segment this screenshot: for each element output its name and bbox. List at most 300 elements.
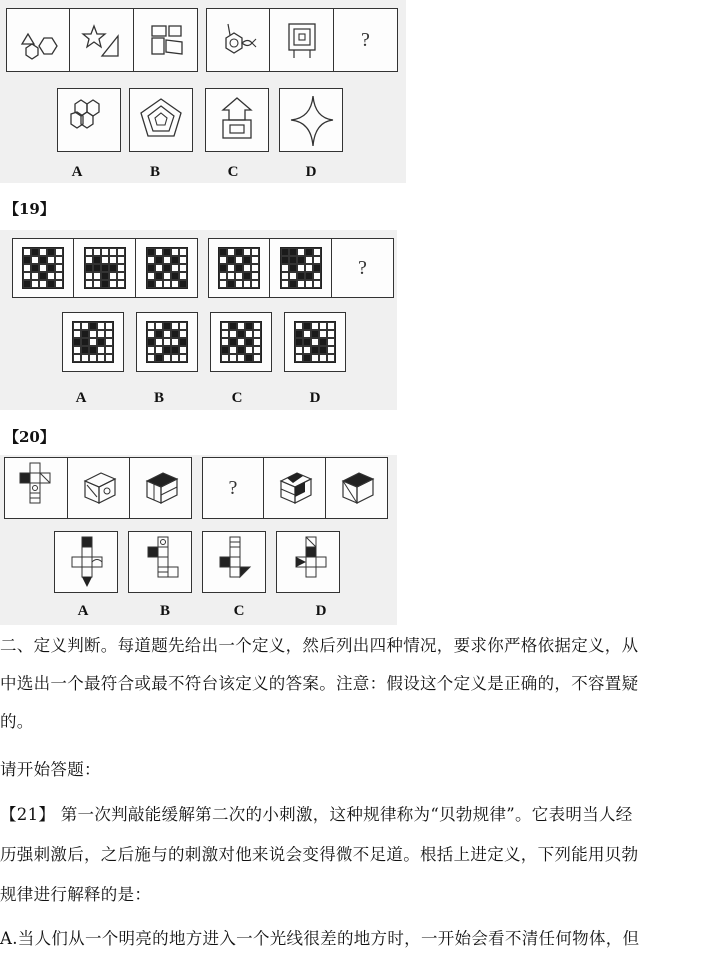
grid-cell: [171, 272, 179, 280]
grid-cell: [93, 280, 101, 288]
grid-cell: [155, 338, 163, 346]
grid-cell: [147, 354, 155, 362]
grid-cell: [313, 256, 321, 264]
grid-cell: [147, 264, 155, 272]
grid-cell: [171, 330, 179, 338]
q20-target-row: [202, 457, 388, 519]
grid-cell: [235, 280, 243, 288]
grid-cell: [311, 322, 319, 330]
grid-cell: [31, 280, 39, 288]
grid-cell: [281, 272, 289, 280]
grid-cell: [81, 338, 89, 346]
grid-cell: [237, 330, 245, 338]
grid-cell: [155, 272, 163, 280]
grid-cell: [109, 256, 117, 264]
grid-cell: [163, 354, 171, 362]
grid-cell: [311, 354, 319, 362]
q18-option-d[interactable]: [279, 88, 343, 152]
q18-sequence-row: [6, 8, 198, 72]
grid-cell: [229, 338, 237, 346]
grid-cell: [105, 354, 113, 362]
q19-grid-1: [22, 247, 64, 289]
grid-cell: [237, 338, 245, 346]
grid-cell: [221, 330, 229, 338]
grid-cell: [219, 248, 227, 256]
grid-cell: [101, 272, 109, 280]
q20-question-cell: [202, 457, 264, 519]
grid-cell: [253, 354, 261, 362]
grid-cell: [85, 264, 93, 272]
grid-cell: [253, 330, 261, 338]
q19-label-c: C: [231, 390, 243, 406]
q18-cell-2: [70, 8, 134, 72]
grid-cell: [297, 264, 305, 272]
grid-cell: [31, 264, 39, 272]
grid-cell: [55, 272, 63, 280]
grid-cell: [163, 264, 171, 272]
grid-cell: [89, 322, 97, 330]
grid-cell: [313, 264, 321, 272]
grid-cell: [281, 264, 289, 272]
grid-cell: [147, 322, 155, 330]
grid-cell: [155, 248, 163, 256]
grid-cell: [117, 256, 125, 264]
grid-cell: [297, 280, 305, 288]
grid-cell: [147, 280, 155, 288]
grid-cell: [253, 346, 261, 354]
grid-cell: [179, 264, 187, 272]
q21-stem-line-3: 规律进行解释的是：: [0, 885, 152, 904]
q19-grid-b: [146, 321, 188, 363]
grid-cell: [23, 280, 31, 288]
q19-option-b[interactable]: [136, 312, 198, 372]
grid-cell: [171, 264, 179, 272]
q19-grid-5: [280, 247, 322, 289]
q20-option-c[interactable]: [202, 531, 266, 593]
grid-cell: [171, 338, 179, 346]
grid-cell: [289, 280, 297, 288]
grid-cell: [101, 264, 109, 272]
grid-cell: [163, 248, 171, 256]
grid-cell: [227, 272, 235, 280]
grid-cell: [163, 346, 171, 354]
grid-cell: [305, 256, 313, 264]
grid-cell: [179, 256, 187, 264]
grid-cell: [227, 280, 235, 288]
q19-option-a[interactable]: [62, 312, 124, 372]
grid-cell: [55, 256, 63, 264]
grid-cell: [163, 322, 171, 330]
grid-cell: [93, 272, 101, 280]
grid-cell: [155, 322, 163, 330]
grid-cell: [319, 322, 327, 330]
q18-cell-5: [270, 8, 334, 72]
section-instruction-line-2: 中选出一个最符合或最不符台该定义的答案。注意：假设这个定义是正确的，不容置疑: [0, 674, 639, 693]
grid-cell: [85, 272, 93, 280]
grid-cell: [179, 248, 187, 256]
grid-cell: [109, 272, 117, 280]
grid-cell: [171, 354, 179, 362]
grid-cell: [237, 346, 245, 354]
q18-option-c[interactable]: [205, 88, 269, 152]
grid-cell: [117, 272, 125, 280]
grid-cell: [319, 330, 327, 338]
grid-cell: [251, 272, 259, 280]
q19-label-b: B: [153, 390, 164, 406]
cube-net-icon: [204, 533, 264, 591]
grid-cell: [243, 280, 251, 288]
q18-option-a[interactable]: [57, 88, 121, 152]
q20-label-d: D: [315, 603, 327, 619]
four-point-star-icon: [281, 90, 341, 150]
grid-cell: [147, 256, 155, 264]
cube-icon: [131, 459, 191, 517]
grid-cell: [311, 330, 319, 338]
grid-cell: [229, 322, 237, 330]
start-prompt: 请开始答题：: [0, 760, 101, 779]
grid-cell: [117, 248, 125, 256]
grid-cell: [47, 272, 55, 280]
q19-cell-2: [74, 238, 136, 298]
q18-question-cell: [334, 8, 398, 72]
grid-cell: [235, 272, 243, 280]
cube-icon: [69, 459, 129, 517]
cube-net-icon: [6, 459, 66, 517]
grid-cell: [303, 346, 311, 354]
grid-cell: [101, 280, 109, 288]
question-mark: ?: [358, 256, 367, 279]
grid-cell: [243, 256, 251, 264]
grid-cell: [105, 330, 113, 338]
grid-cell: [245, 354, 253, 362]
grid-cell: [163, 280, 171, 288]
grid-cell: [171, 256, 179, 264]
grid-cell: [297, 272, 305, 280]
grid-cell: [81, 346, 89, 354]
grid-cell: [221, 354, 229, 362]
grid-cell: [97, 338, 105, 346]
cube-icon: [327, 459, 387, 517]
grid-cell: [47, 248, 55, 256]
grid-cell: [155, 256, 163, 264]
grid-cell: [289, 256, 297, 264]
grid-cell: [147, 346, 155, 354]
grid-cell: [171, 322, 179, 330]
grid-cell: [245, 338, 253, 346]
grid-cell: [47, 256, 55, 264]
q18-cell-4: [206, 8, 270, 72]
grid-cell: [105, 338, 113, 346]
grid-cell: [295, 346, 303, 354]
q19-grid-c: [220, 321, 262, 363]
q20-label-b: B: [159, 603, 170, 619]
q18-label-d: D: [305, 164, 317, 180]
q20-cell-5: [264, 457, 326, 519]
grid-cell: [179, 330, 187, 338]
q19-figure: [0, 230, 397, 410]
grid-cell: [219, 280, 227, 288]
grid-cell: [327, 354, 335, 362]
grid-cell: [109, 280, 117, 288]
grid-cell: [235, 256, 243, 264]
section-instruction-line-3: 的。: [0, 712, 34, 731]
grid-cell: [179, 322, 187, 330]
q18-label-b: B: [149, 164, 160, 180]
grid-cell: [289, 272, 297, 280]
q20-cell-2: [68, 457, 130, 519]
rectangles-icon: [136, 10, 196, 70]
grid-cell: [219, 256, 227, 264]
q18-cell-3: [134, 8, 198, 72]
three-hexagons-icon: [59, 90, 119, 150]
grid-cell: [179, 346, 187, 354]
q18-label-a: A: [71, 164, 83, 180]
grid-cell: [303, 330, 311, 338]
grid-cell: [245, 330, 253, 338]
grid-cell: [39, 264, 47, 272]
grid-cell: [313, 248, 321, 256]
grid-cell: [327, 330, 335, 338]
grid-cell: [155, 280, 163, 288]
grid-cell: [155, 330, 163, 338]
grid-cell: [243, 264, 251, 272]
q19-number: 【19】: [4, 200, 55, 218]
grid-cell: [221, 338, 229, 346]
grid-cell: [81, 322, 89, 330]
grid-cell: [297, 248, 305, 256]
q21-option-a[interactable]: A.当人们从一个明亮的地方进入一个光线很差的地方时，一开始会看不清任何物体，但: [0, 929, 640, 948]
grid-cell: [101, 248, 109, 256]
grid-cell: [89, 346, 97, 354]
q19-grid-4: [218, 247, 260, 289]
star-triangle-icon: [72, 10, 132, 70]
grid-cell: [73, 338, 81, 346]
grid-cell: [281, 248, 289, 256]
grid-cell: [305, 264, 313, 272]
grid-cell: [163, 338, 171, 346]
grid-cell: [305, 280, 313, 288]
grid-cell: [155, 346, 163, 354]
grid-cell: [319, 346, 327, 354]
q20-option-d[interactable]: [276, 531, 340, 593]
grid-cell: [47, 280, 55, 288]
grid-cell: [297, 256, 305, 264]
grid-cell: [219, 264, 227, 272]
grid-cell: [31, 256, 39, 264]
grid-cell: [97, 354, 105, 362]
q19-option-c[interactable]: [210, 312, 272, 372]
q18-cell-1: [6, 8, 70, 72]
grid-cell: [251, 248, 259, 256]
q20-option-a[interactable]: [54, 531, 118, 593]
q20-number: 【20】: [4, 428, 55, 446]
grid-cell: [147, 338, 155, 346]
grid-cell: [163, 256, 171, 264]
q19-target-row: [208, 238, 394, 298]
grid-cell: [73, 330, 81, 338]
triangle-hexagon-circle-icon: [8, 10, 68, 70]
grid-cell: [147, 272, 155, 280]
grid-cell: [147, 248, 155, 256]
grid-cell: [89, 354, 97, 362]
grid-cell: [117, 264, 125, 272]
grid-cell: [85, 256, 93, 264]
q19-label-a: A: [75, 390, 87, 406]
grid-cell: [237, 354, 245, 362]
grid-cell: [281, 280, 289, 288]
grid-cell: [227, 248, 235, 256]
grid-cell: [89, 330, 97, 338]
q20-figure: [0, 455, 397, 625]
grid-cell: [179, 280, 187, 288]
cube-net-icon: [278, 533, 338, 591]
grid-cell: [313, 280, 321, 288]
question-mark: ?: [228, 476, 238, 499]
grid-cell: [23, 256, 31, 264]
grid-cell: [81, 354, 89, 362]
q21-stem-line-1: 【21】 第一次判敲能缓解第二次的小刺激，这种规律称为“贝勃规律”。它表明当人经: [0, 805, 633, 824]
q20-cell-1: [4, 457, 68, 519]
q19-grid-2: [84, 247, 126, 289]
grid-cell: [179, 272, 187, 280]
grid-cell: [171, 280, 179, 288]
q19-cell-4: [208, 238, 270, 298]
grid-cell: [117, 280, 125, 288]
grid-cell: [39, 272, 47, 280]
grid-cell: [227, 256, 235, 264]
grid-cell: [313, 272, 321, 280]
grid-cell: [105, 322, 113, 330]
q18-option-b[interactable]: [129, 88, 193, 152]
grid-cell: [109, 248, 117, 256]
grid-cell: [147, 330, 155, 338]
grid-cell: [31, 272, 39, 280]
nested-squares-icon: [272, 10, 332, 70]
grid-cell: [73, 354, 81, 362]
arrow-up-box-icon: [207, 90, 267, 150]
grid-cell: [97, 322, 105, 330]
grid-cell: [253, 322, 261, 330]
section-instruction-line-1: 二、定义判断。每道题先给出一个定义，然后列出四种情况，要求你严格依据定义，从: [0, 636, 639, 655]
q19-cell-1: [12, 238, 74, 298]
grid-cell: [73, 346, 81, 354]
grid-cell: [219, 272, 227, 280]
grid-cell: [179, 338, 187, 346]
grid-cell: [251, 256, 259, 264]
grid-cell: [39, 256, 47, 264]
grid-cell: [305, 272, 313, 280]
nested-pentagons-icon: [131, 90, 191, 150]
cube-icon: [265, 459, 325, 517]
grid-cell: [89, 338, 97, 346]
grid-cell: [55, 280, 63, 288]
grid-cell: [295, 322, 303, 330]
q18-figure: [0, 0, 406, 183]
grid-cell: [97, 330, 105, 338]
grid-cell: [39, 280, 47, 288]
q19-sequence-row: [12, 238, 198, 298]
hexagon-fish-icon: [208, 10, 268, 70]
grid-cell: [295, 330, 303, 338]
grid-cell: [289, 248, 297, 256]
grid-cell: [229, 330, 237, 338]
q20-sequence-row: [4, 457, 192, 519]
q19-grid-3: [146, 247, 188, 289]
grid-cell: [229, 354, 237, 362]
grid-cell: [23, 264, 31, 272]
cube-net-icon: [56, 533, 116, 591]
grid-cell: [281, 256, 289, 264]
grid-cell: [319, 354, 327, 362]
grid-cell: [245, 322, 253, 330]
grid-cell: [227, 264, 235, 272]
grid-cell: [81, 330, 89, 338]
grid-cell: [221, 322, 229, 330]
grid-cell: [171, 248, 179, 256]
cube-net-icon: [130, 533, 190, 591]
grid-cell: [319, 338, 327, 346]
question-mark: ?: [361, 28, 370, 51]
q18-target-row: [206, 8, 398, 72]
grid-cell: [47, 264, 55, 272]
grid-cell: [23, 248, 31, 256]
grid-cell: [93, 256, 101, 264]
grid-cell: [85, 248, 93, 256]
q19-question-cell: [332, 238, 394, 298]
grid-cell: [251, 264, 259, 272]
q19-grid-d: [294, 321, 336, 363]
q19-label-d: D: [309, 390, 321, 406]
q19-option-d[interactable]: [284, 312, 346, 372]
grid-cell: [163, 330, 171, 338]
grid-cell: [163, 272, 171, 280]
q20-cell-6: [326, 457, 388, 519]
grid-cell: [311, 346, 319, 354]
grid-cell: [55, 264, 63, 272]
q20-option-b[interactable]: [128, 531, 192, 593]
grid-cell: [237, 322, 245, 330]
grid-cell: [295, 338, 303, 346]
q19-grid-a: [72, 321, 114, 363]
grid-cell: [39, 248, 47, 256]
grid-cell: [97, 346, 105, 354]
grid-cell: [23, 272, 31, 280]
grid-cell: [303, 338, 311, 346]
grid-cell: [327, 322, 335, 330]
q21-stem-line-2: 历强刺激后，之后施与的刺激对他来说会变得微不足道。根括上进定义，下列能用贝勃: [0, 845, 639, 864]
grid-cell: [73, 322, 81, 330]
grid-cell: [171, 346, 179, 354]
grid-cell: [105, 346, 113, 354]
grid-cell: [101, 256, 109, 264]
grid-cell: [251, 280, 259, 288]
q19-cell-3: [136, 238, 198, 298]
grid-cell: [303, 322, 311, 330]
grid-cell: [155, 354, 163, 362]
grid-cell: [93, 248, 101, 256]
q20-label-c: C: [233, 603, 245, 619]
grid-cell: [243, 248, 251, 256]
grid-cell: [179, 354, 187, 362]
q20-label-a: A: [77, 603, 89, 619]
q18-label-c: C: [227, 164, 239, 180]
grid-cell: [109, 264, 117, 272]
grid-cell: [311, 338, 319, 346]
grid-cell: [31, 248, 39, 256]
q20-cell-3: [130, 457, 192, 519]
grid-cell: [245, 346, 253, 354]
grid-cell: [221, 346, 229, 354]
